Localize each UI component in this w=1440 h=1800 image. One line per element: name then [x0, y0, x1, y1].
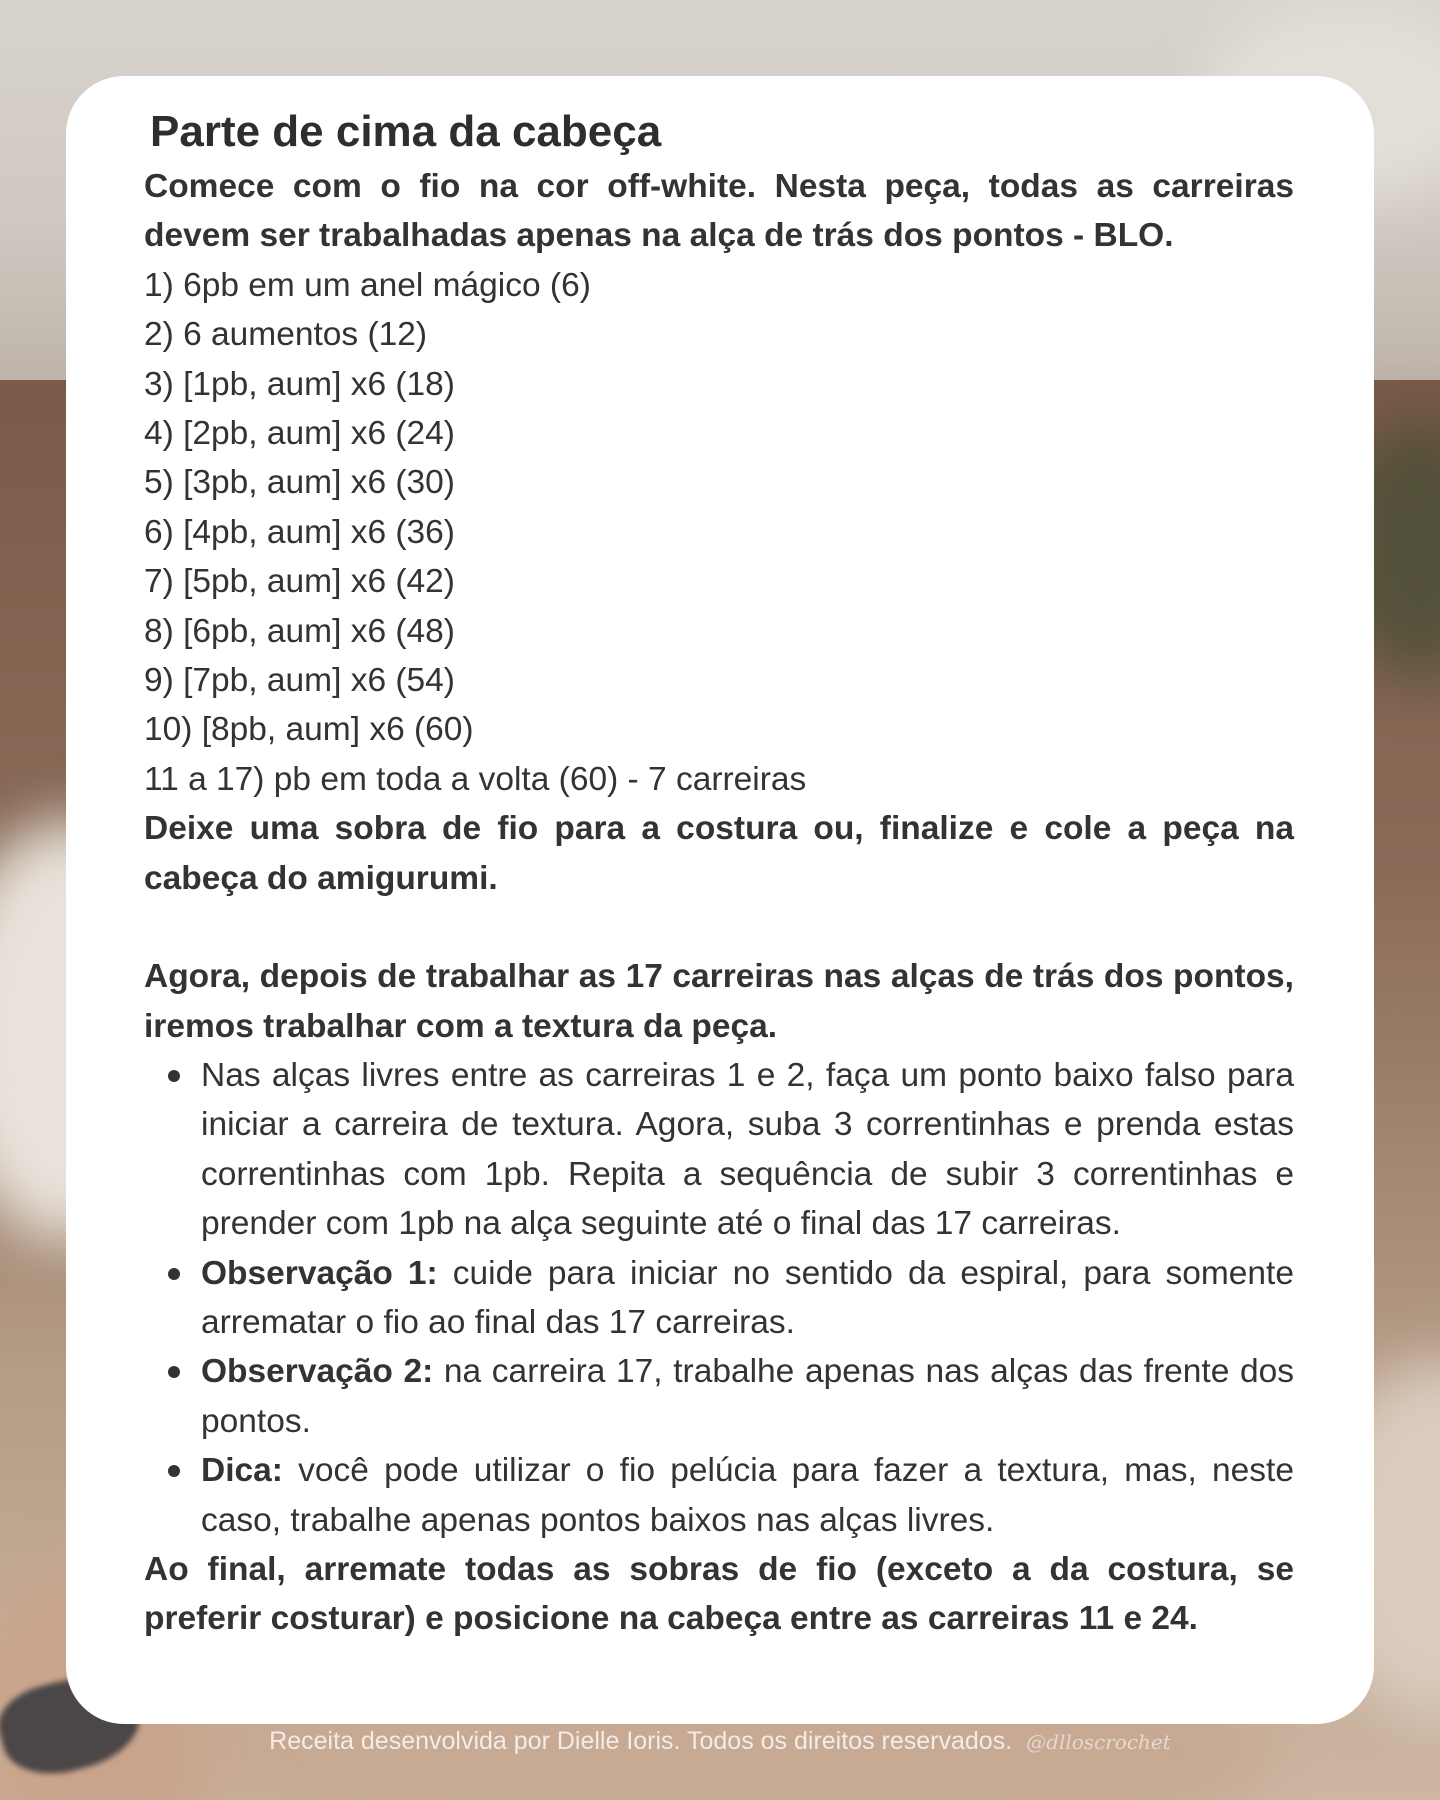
texture-intro: Agora, depois de trabalhar as 17 carreiras nas alças de trás dos pontos, iremos trabalhar com a textura da peça. [144, 958, 1294, 1045]
round-item: 9) [7pb, aum] x6 (54) [144, 662, 455, 700]
round-item: 10) [8pb, aum] x6 (60) [144, 711, 474, 749]
bullet-item [201, 1051, 1294, 1249]
rounds-list [144, 261, 1294, 804]
footer-handle: @dlloscrochet [1026, 1730, 1171, 1754]
round-item: 7) [5pb, aum] x6 (42) [144, 563, 455, 601]
bullet-item [201, 1249, 1294, 1348]
round-item: 3) [1pb, aum] x6 (18) [144, 365, 455, 403]
bullet-label: Dica: [201, 1452, 283, 1490]
bullet-label: Observação 2: [201, 1353, 434, 1391]
footer-text: Receita desenvolvida por Dielle Ioris. Todos os direitos reservados. [269, 1727, 1013, 1755]
closing-paragraph: Ao final, arremate todas as sobras de fio (exceto a da costura, se preferir costurar) e posicione na cabeça entre as carreiras 11 e 24. [144, 1550, 1294, 1638]
recipe-card [66, 76, 1374, 1724]
bullet-icon [168, 1366, 180, 1378]
bullet-item [201, 1347, 1294, 1446]
bullet-text: cuide para iniciar no sentido da espiral, para somente arrematar o fio ao final das 17 carreiras. [201, 1254, 1294, 1341]
intro-paragraph: Comece com o fio na cor off-white. Nesta peça, todas as carreiras devem ser trabalhadas apenas na alça de trás dos pontos - BLO. [144, 168, 1294, 255]
bullet-text: você pode utilizar o fio pelúcia para fazer a textura, mas, neste caso, trabalhe apenas pontos baixos nas alças livres. [201, 1452, 1294, 1539]
copyright-footer [0, 1726, 1440, 1757]
round-item: 6) [4pb, aum] x6 (36) [144, 513, 455, 551]
round-item: 2) 6 aumentos (12) [144, 316, 428, 354]
bullet-icon [168, 1268, 180, 1280]
bullet-icon [168, 1465, 180, 1477]
round-item: 11 a 17) pb em toda a volta (60) - 7 carreiras [144, 760, 807, 798]
bullet-text: Nas alças livres entre as carreiras 1 e 2, faça um ponto baixo falso para iniciar a carreira de textura. Agora, suba 3 correntinhas e prenda estas correntinhas com 1pb. Repita a sequência de subir 3 correntinhas e prender com 1pb na alça seguinte até o final das 17 carreiras. [201, 1056, 1294, 1243]
page-title: Parte de cima da cabeça [150, 107, 662, 156]
texture-steps [144, 1051, 1294, 1545]
bullet-item [201, 1446, 1294, 1545]
round-item: 8) [6pb, aum] x6 (48) [144, 612, 455, 650]
bullet-icon [168, 1070, 180, 1082]
round-item: 1) 6pb em um anel mágico (6) [144, 266, 591, 304]
round-item: 5) [3pb, aum] x6 (30) [144, 464, 455, 502]
bullet-text: na carreira 17, trabalhe apenas nas alças das frente dos pontos. [201, 1353, 1294, 1440]
bullet-label: Observação 1: [201, 1254, 438, 1292]
round-item: 4) [2pb, aum] x6 (24) [144, 415, 455, 453]
finish-note: Deixe uma sobra de fio para a costura ou, finalize e cole a peça na cabeça do amigurumi. [144, 810, 1294, 897]
